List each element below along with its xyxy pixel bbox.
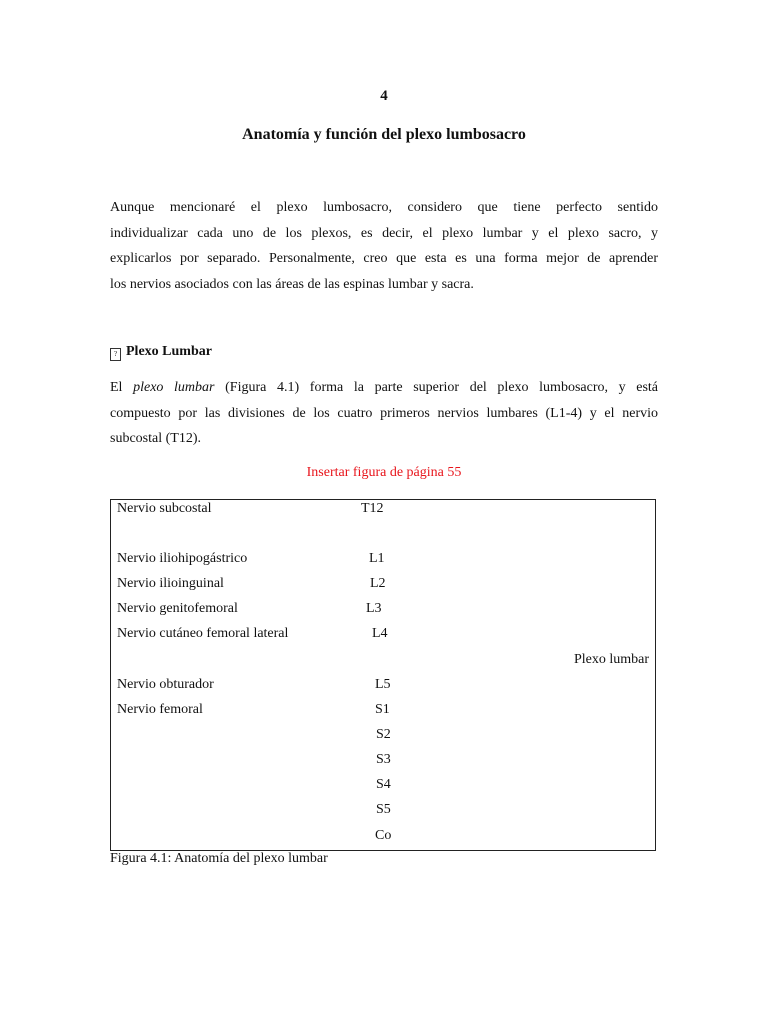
figure-caption: Figura 4.1: Anatomía del plexo lumbar [110, 851, 328, 866]
chapter-title: Anatomía y función del plexo lumbosacro [242, 126, 526, 143]
insert-figure-note: Insertar figura de página 55 [306, 465, 462, 480]
root-label: S2 [376, 727, 391, 742]
intro-paragraph [110, 195, 658, 297]
nerve-label: Nervio femoral [117, 702, 203, 717]
chapter-number: 4 [380, 88, 388, 104]
root-label: L3 [366, 601, 382, 616]
nerve-label: Nervio obturador [117, 677, 214, 692]
nerve-label: Nervio subcostal [117, 501, 212, 516]
root-label: S3 [376, 752, 391, 767]
intro-line: individualizar cada uno de los plexos, es decir, el plexo lumbar y el plexo sacro, y [110, 225, 658, 241]
intro-line: los nervios asociados con las áreas de las espinas lumbar y sacra. [110, 276, 474, 292]
root-label: L4 [372, 626, 388, 641]
plexo-line: compuesto por las divisiones de los cuatro primeros nervios lumbares (L1-4) y el nervio [110, 405, 658, 421]
plexus-label: Plexo lumbar [573, 652, 649, 667]
intro-line: Aunque mencionaré el plexo lumbosacro, considero que tiene perfecto sentido [110, 200, 658, 215]
root-label: L2 [370, 576, 386, 591]
bullet-glyph: ? [110, 348, 121, 361]
root-label: Co [375, 828, 392, 843]
nerve-label: Nervio ilioinguinal [117, 576, 224, 591]
plexo-line1-after: (Figura 4.1) forma la parte superior del plexo lumbosacro, y está [225, 380, 658, 395]
nerve-label: Nervio iliohipogástrico [117, 551, 248, 566]
plexo-line [110, 375, 658, 401]
intro-line: explicarlos por separado. Personalmente, creo que esta es una forma mejor de aprender [110, 251, 658, 266]
plexo-line1-before: El [110, 380, 123, 395]
root-label: S5 [376, 802, 391, 817]
plexo-line: subcostal (T12). [110, 431, 201, 446]
section-heading [110, 344, 212, 361]
nerve-label: Nervio genitofemoral [117, 601, 238, 616]
plexo-paragraph [110, 375, 658, 452]
root-label: S1 [375, 702, 390, 717]
root-label: L5 [375, 677, 391, 692]
root-label: S4 [376, 777, 391, 792]
root-label: T12 [361, 501, 384, 516]
root-label: L1 [369, 551, 385, 566]
plexo-lumbar-term: plexo lumbar [133, 380, 215, 395]
figure-box [110, 499, 656, 851]
nerve-label: Nervio cutáneo femoral lateral [117, 626, 289, 641]
section-heading-text: Plexo Lumbar [126, 344, 212, 359]
